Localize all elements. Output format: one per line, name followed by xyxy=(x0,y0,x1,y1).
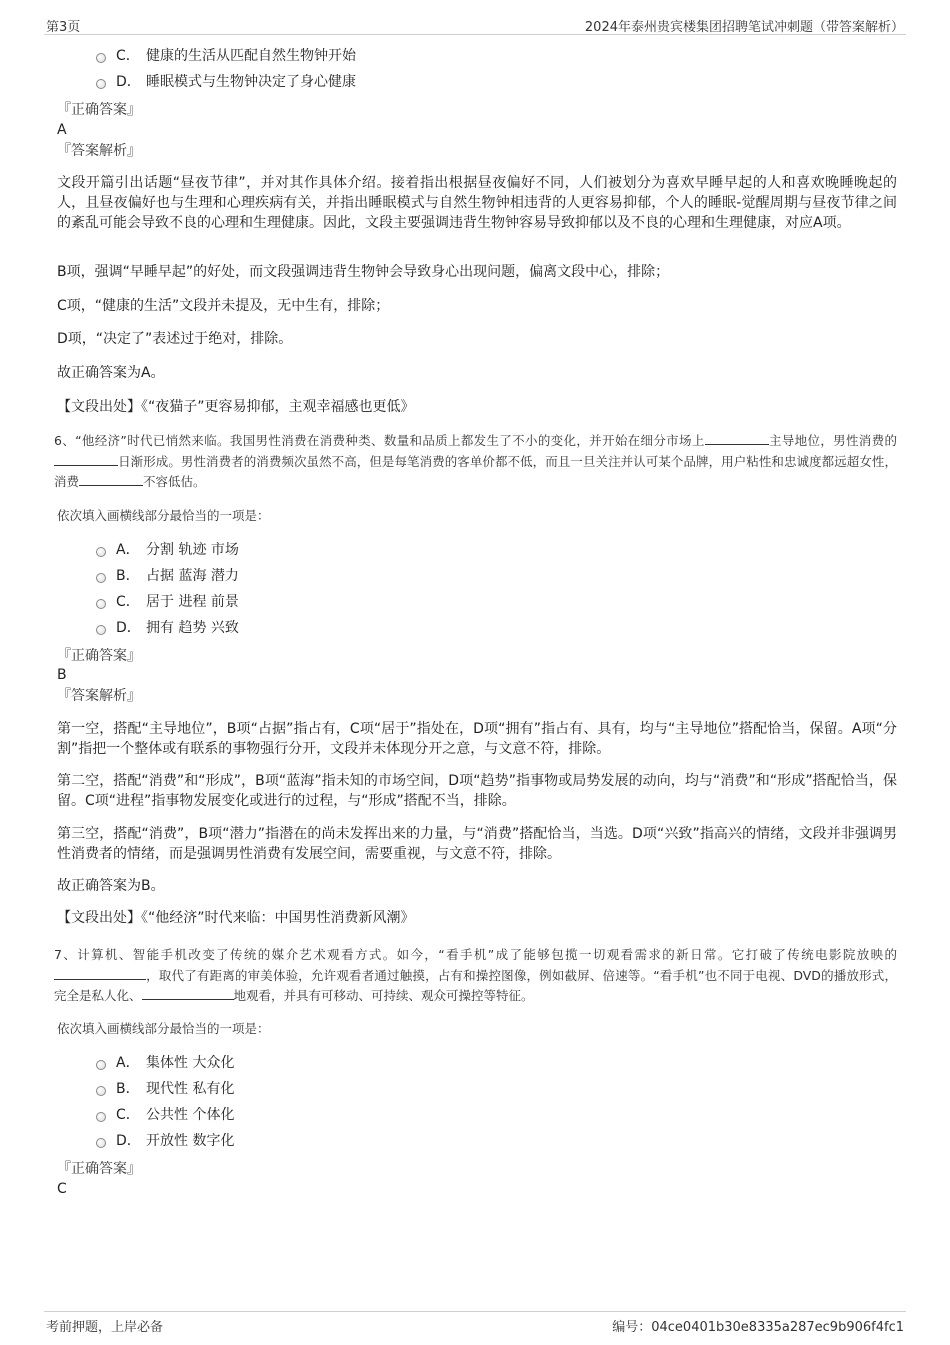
q7-prompt: 依次填入画横线部分最恰当的一项是： xyxy=(57,1021,270,1036)
q6-answer: B xyxy=(57,667,67,683)
q5-analysis-paragraph: D项，“决定了”表述过于绝对，排除。 xyxy=(57,331,293,347)
radio-icon xyxy=(96,1086,106,1096)
fill-blank xyxy=(705,432,769,445)
radio-icon xyxy=(96,1112,106,1122)
fill-blank xyxy=(54,453,118,466)
q5-analysis-label: 『答案解析』 xyxy=(57,143,141,159)
q7-stem: 7、计算机、智能手机改变了传统的媒介艺术观看方式。如今，“看手机”成了能够包揽一切观看需求的新日常。它打破了传统电影院放映的，取代了有距离的审美体验，允许观看者通过触摸，占有和操控图像，例如截屏、倍速等。“看手机”也不同于电视、DVD的播放形式，完全是私人化、 地观看，并具有可移动、可持续、观众可操控等特征。 xyxy=(54,947,897,1003)
fill-blank xyxy=(142,987,234,1000)
document-serial: 编号：04ce0401b30e8335a287ec9b906f4fc1 xyxy=(612,1320,904,1335)
radio-icon xyxy=(96,547,106,557)
q7-answer: C xyxy=(57,1181,67,1197)
fill-blank xyxy=(79,473,143,486)
radio-icon xyxy=(96,1138,106,1148)
document-title: 2024年泰州贵宾楼集团招聘笔试冲刺题（带答案解析） xyxy=(584,20,904,35)
q5-analysis-paragraph: B项，强调“早睡早起”的好处，而文段强调违背生物钟会导致身心出现问题，偏离文段中心，排除； xyxy=(57,264,670,280)
q6-option-b[interactable]: B． 占据 蓝海 潜力 xyxy=(96,566,239,586)
q6-source: 【文段出处】《“他经济”时代来临：中国男性消费新风潮》 xyxy=(57,910,415,926)
q6-option-c[interactable]: C． 居于 进程 前景 xyxy=(96,592,239,612)
q5-answer: A xyxy=(57,122,67,138)
q6-analysis-label: 『答案解析』 xyxy=(57,688,141,704)
footer-slogan: 考前押题，上岸必备 xyxy=(46,1320,164,1335)
radio-icon xyxy=(96,599,106,609)
q7-option-c[interactable]: C． 公共性 个体化 xyxy=(96,1105,234,1125)
page-header xyxy=(44,14,906,35)
q5-analysis-paragraph: C项，“健康的生活”文段并未提及，无中生有，排除； xyxy=(57,298,390,314)
q6-analysis-paragraph: 第三空，搭配“消费”，B项“潜力”指潜在的尚未发挥出来的力量，与“消费”搭配恰当，当选。D项“兴致”指高兴的情绪，文段并非强调男性消费者的情绪，而是强调男性消费有发展空间，需要重视，与文意不符，排除。 xyxy=(57,826,897,862)
q7-answer-label: 『正确答案』 xyxy=(57,1161,141,1177)
q6-prompt: 依次填入画横线部分最恰当的一项是： xyxy=(57,508,270,523)
q6-analysis-paragraph: 第一空，搭配“主导地位”，B项“占据”指占有，C项“居于”指处在，D项“拥有”指占有、具有，均与“主导地位”搭配恰当，保留。A项“分割”指把一个整体或有联系的事物强行分开，文段并未体现分开之意，与文意不符，排除。 xyxy=(57,721,897,757)
q5-analysis-paragraph: 故正确答案为A。 xyxy=(57,365,165,381)
q5-analysis-paragraph: 文段开篇引出话题“昼夜节律”，并对其作具体介绍。接着指出根据昼夜偏好不同，人们被划分为喜欢早睡早起的人和喜欢晚睡晚起的人，且昼夜偏好也与生理和心理疾病有关，并指出睡眠模式与自然生物钟相违背的人更容易抑郁，个人的睡眠-觉醒周期与昼夜节律之间的紊乱可能会导致不良的心理和生理健康。因此，文段主要强调违背生物钟容易导致抑郁以及不良的心理和生理健康，对应A项。 xyxy=(57,175,897,231)
q6-analysis-paragraph: 第二空，搭配“消费”和“形成”，B项“蓝海”指未知的市场空间，D项“趋势”指事物或局势发展的动向，均与“消费”和“形成”搭配恰当，保留。C项“进程”指事物发展变化或进行的过程，与“形成”搭配不当，排除。 xyxy=(57,773,897,809)
q5-answer-label: 『正确答案』 xyxy=(57,102,141,118)
q6-option-d[interactable]: D． 拥有 趋势 兴致 xyxy=(96,618,239,638)
fill-blank xyxy=(54,967,146,980)
q6-analysis-paragraph: 故正确答案为B。 xyxy=(57,878,165,894)
page-footer xyxy=(44,1311,906,1334)
radio-icon xyxy=(96,625,106,635)
q7-option-b[interactable]: B． 现代性 私有化 xyxy=(96,1079,234,1099)
q6-answer-label: 『正确答案』 xyxy=(57,648,141,664)
q6-stem: 6、“他经济”时代已悄然来临。我国男性消费在消费种类、数量和品质上都发生了不小的变化，并开始在细分市场上 主导地位，男性消费的日渐形成。男性消费者的消费频次虽然不高，但是每笔消费的客单价都不低，而且一旦关注并认可某个品牌，用户粘性和忠诚度都远超女性，消费 不容低估。 xyxy=(54,433,897,489)
radio-icon xyxy=(96,573,106,583)
q6-option-a[interactable]: A． 分割 轨迹 市场 xyxy=(96,540,239,560)
q5-option-c[interactable]: C． 健康的生活从匹配自然生物钟开始 xyxy=(96,46,356,66)
q7-option-a[interactable]: A． 集体性 大众化 xyxy=(96,1053,234,1073)
q5-option-d[interactable]: D． 睡眠模式与生物钟决定了身心健康 xyxy=(96,72,356,92)
q5-source: 【文段出处】《“夜猫子”更容易抑郁，主观幸福感也更低》 xyxy=(57,399,415,415)
q7-option-d[interactable]: D． 开放性 数字化 xyxy=(96,1131,234,1151)
page-number: 第3页 xyxy=(46,20,81,35)
radio-icon xyxy=(96,1060,106,1070)
radio-icon xyxy=(96,79,106,89)
radio-icon xyxy=(96,53,106,63)
